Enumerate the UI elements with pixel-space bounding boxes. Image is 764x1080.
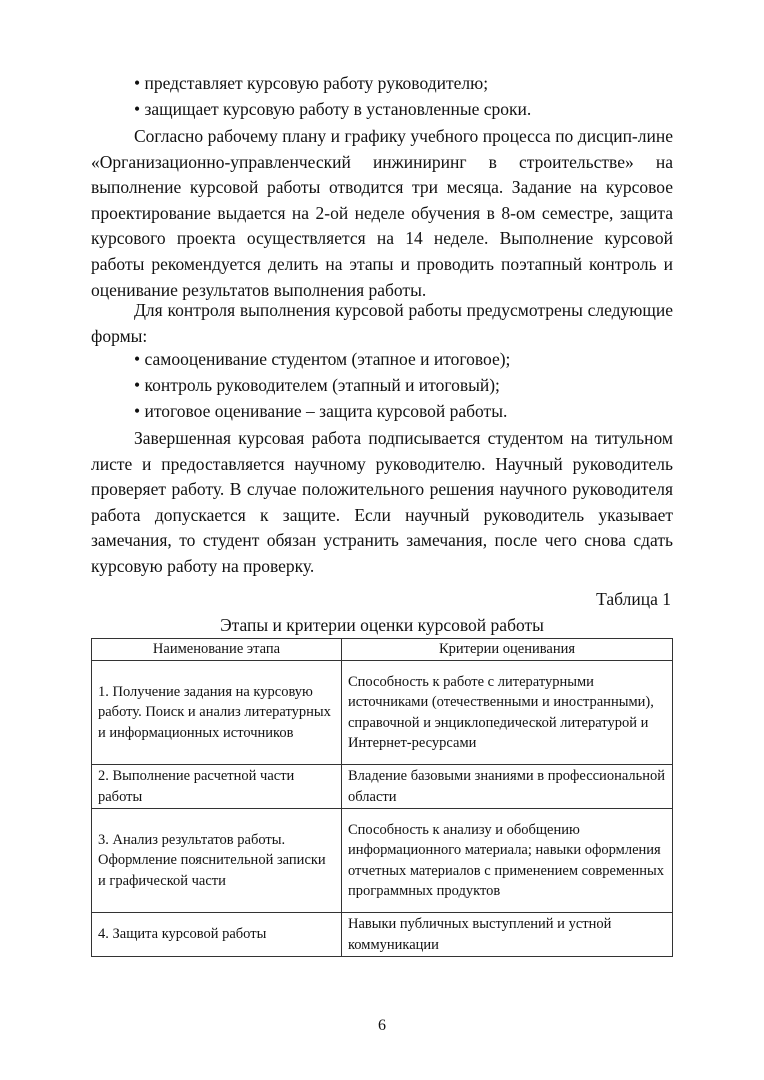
column-header-criteria: Критерии оценивания [342,639,673,661]
criteria-table [91,638,673,957]
criteria-cell: Навыки публичных выступлений и устной коммуникации [342,913,673,957]
criteria-cell: Способность к работе с литературными источниками (отечественными и иностранными), справочной и энциклопедической литературой и Интернет-ресурсами [342,661,673,765]
bullet-item: • защищает курсовую работу в установленные сроки. [134,99,532,119]
bullet-item: • итоговое оценивание – защита курсовой работы. [134,401,508,421]
criteria-cell: Способность к анализу и обобщению информационного материала; навыки оформления отчетных материалов с применением современных программных продуктов [342,809,673,913]
table-header-row [92,639,673,661]
paragraph: Для контроля выполнения курсовой работы предусмотрены следующие формы: [91,300,673,346]
table-row [92,809,673,913]
stage-cell: 4. Защита курсовой работы [92,913,342,957]
criteria-cell: Владение базовыми знаниями в профессиональной области [342,765,673,809]
bullet-item: • контроль руководителем (этапный и итоговый); [134,375,500,395]
table-row [92,913,673,957]
table-label: Таблица 1 [596,589,671,609]
paragraph: Завершенная курсовая работа подписывается студентом на титульном листе и предоставляется научному руководителю. Научный руководитель проверяет работу. В случае положительного решения научного руководителя работа допускается к защите. Если научный руководитель указывает замечания, то студент обязан устранить замечания, после чего снова сдать курсовую работу на проверку. [91,428,673,576]
stage-cell: 2. Выполнение расчетной части работы [92,765,342,809]
column-header-stage: Наименование этапа [92,639,342,661]
bullet-item: • представляет курсовую работу руководителю; [134,73,489,93]
paragraph: Согласно рабочему плану и графику учебного процесса по дисцип-лине «Организационно-управленческий инжиниринг в строительстве» на выполнение курсовой работы отводится три месяца. Задание на курсовое проектирование выдается на 2-ой неделе обучения в 8-ом семестре, защита курсового проекта осуществляется на 14 неделе. Выполнение курсовой работы рекомендуется делить на этапы и проводить поэтапный контроль и оценивание результатов выполнения работы. [91,126,673,300]
table-row [92,765,673,809]
stage-cell: 3. Анализ результатов работы. Оформление пояснительной записки и графической части [92,809,342,913]
stage-cell: 1. Получение задания на курсовую работу. Поиск и анализ литературных и информационных источников [92,661,342,765]
table-row [92,661,673,765]
page-number: 6 [378,1017,386,1034]
table-title: Этапы и критерии оценки курсовой работы [220,615,544,635]
bullet-item: • самооценивание студентом (этапное и итоговое); [134,349,511,369]
